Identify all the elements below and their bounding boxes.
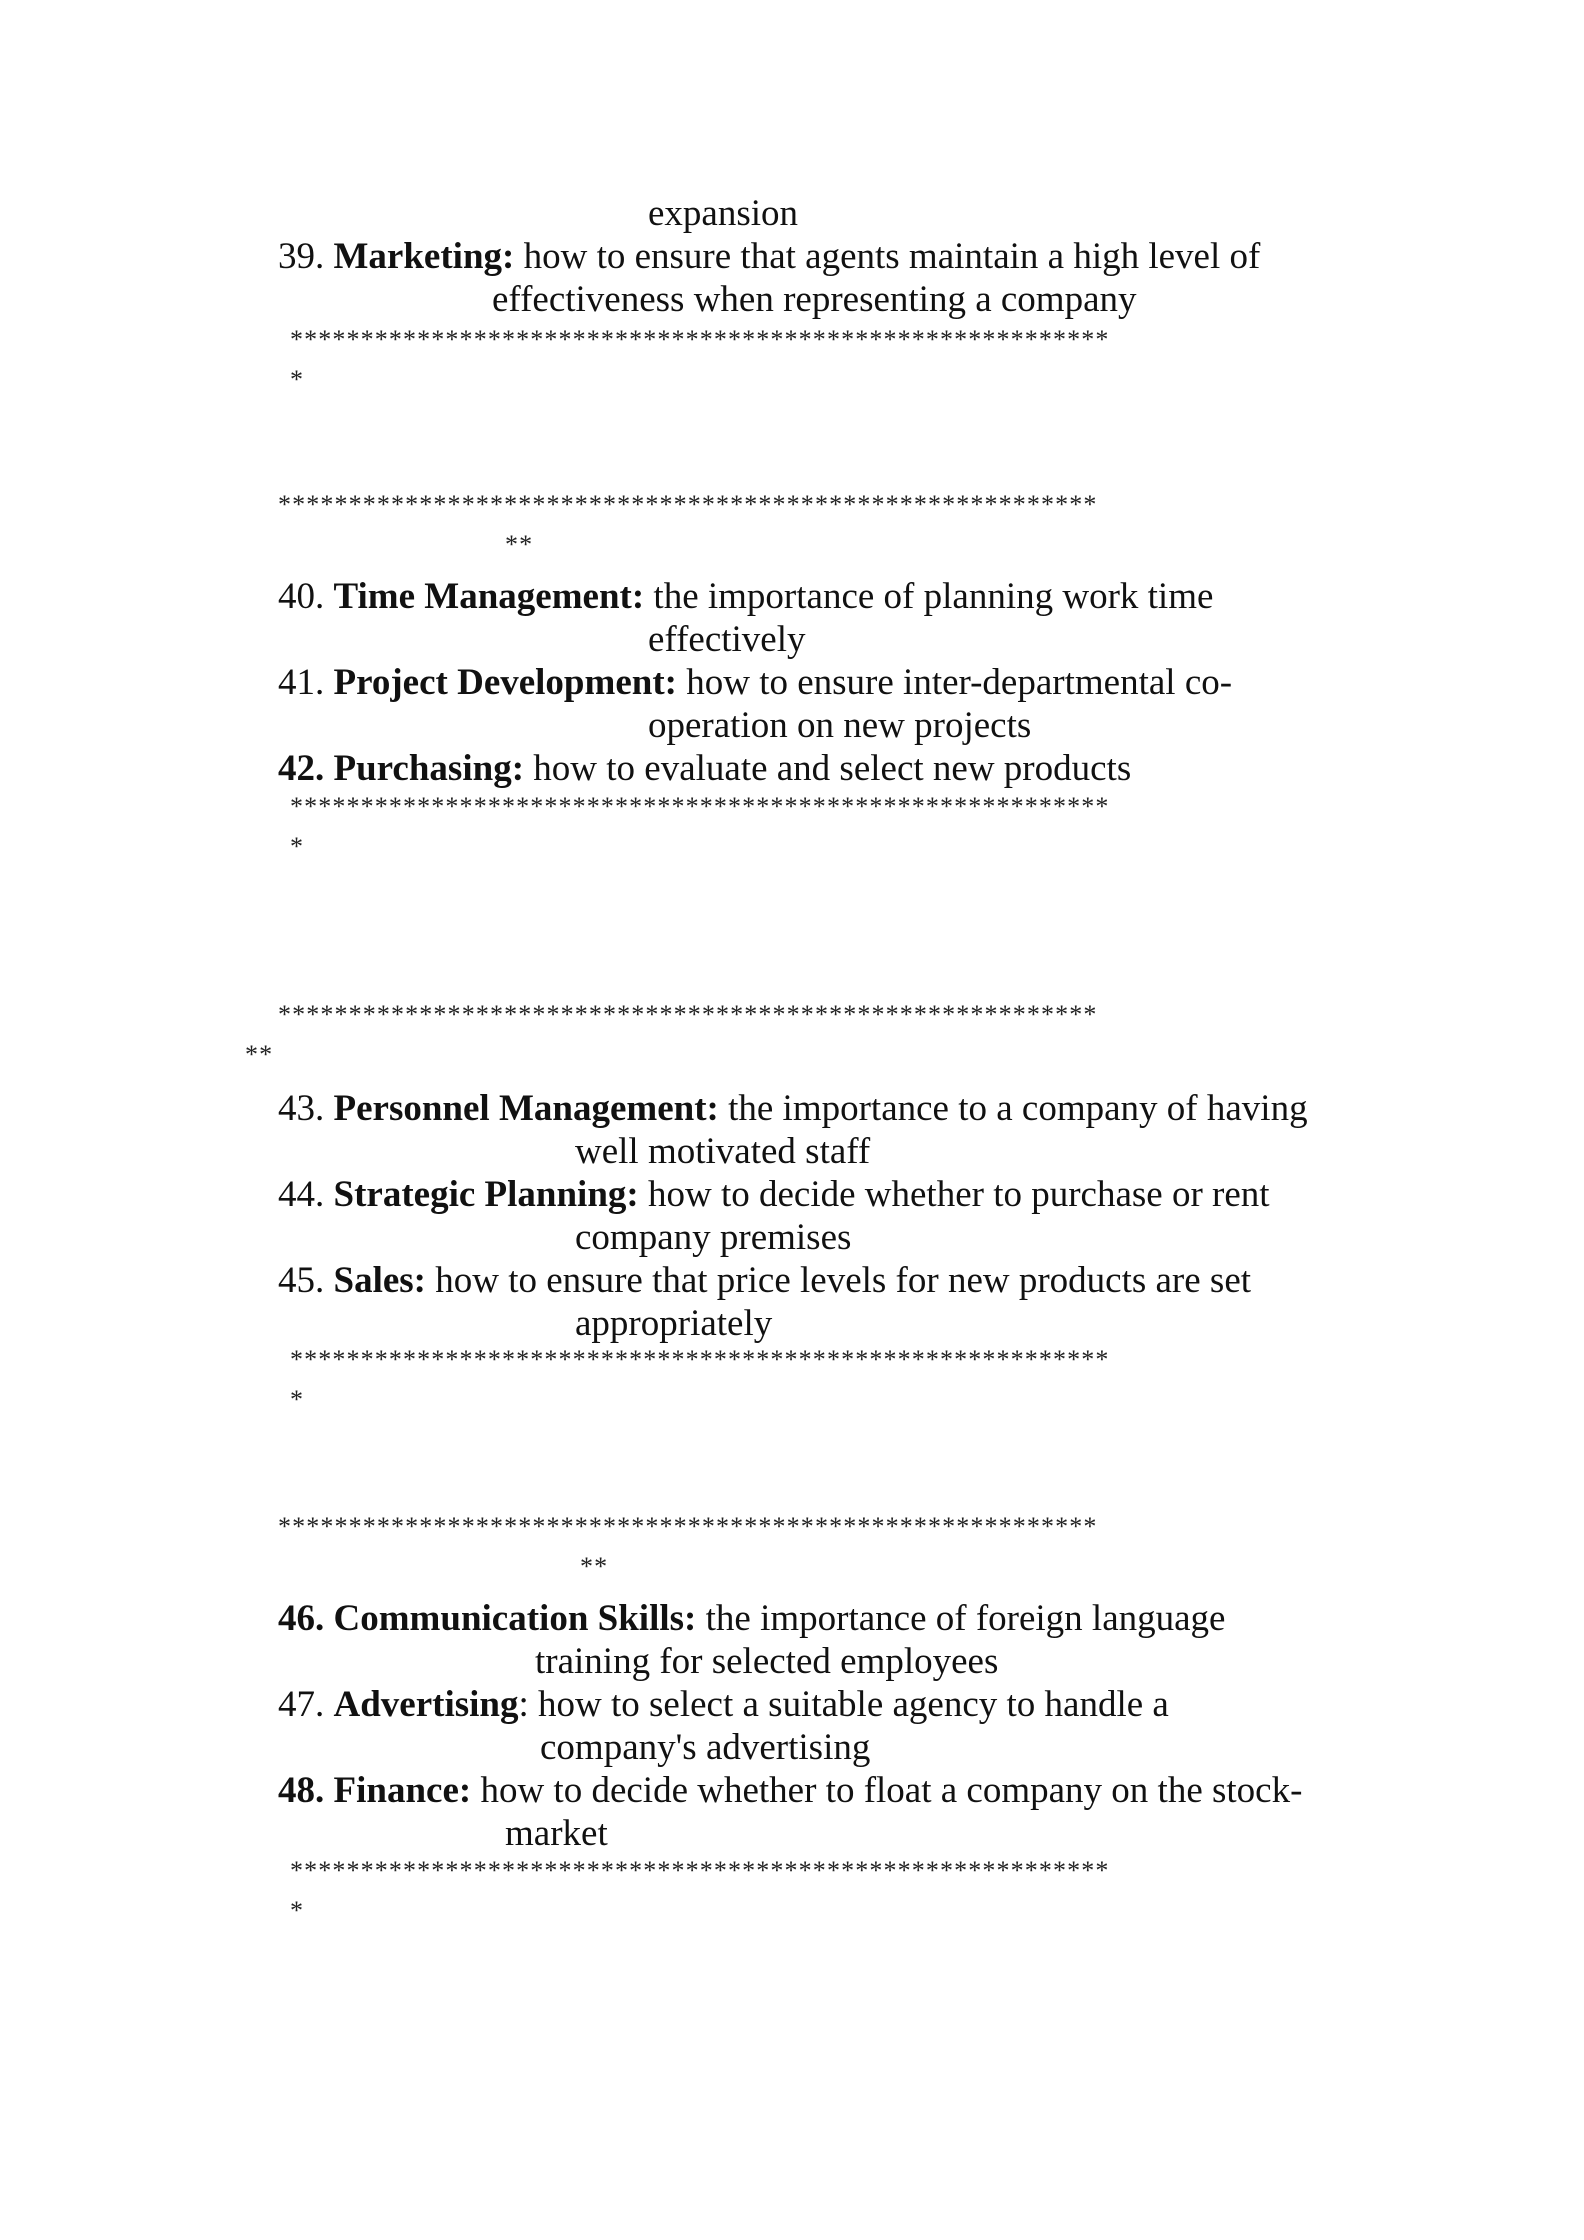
item-39-number: 39.: [278, 236, 325, 277]
item-43-line2: well motivated staff: [575, 1131, 871, 1172]
separator-stars-5-tail: *: [290, 1385, 305, 1414]
item-41-text: how to ensure inter-departmental co-: [676, 662, 1233, 703]
item-40-title: Time Management:: [333, 576, 645, 617]
item-39-text: how to ensure that agents maintain a high level of: [514, 236, 1261, 277]
separator-stars-1: **********************************************************: [290, 325, 1110, 354]
item-42-title: Purchasing:: [333, 748, 525, 789]
separator-stars-1-tail: *: [290, 365, 305, 394]
item-41-number: 41.: [278, 662, 325, 703]
item-48-text: how to decide whether to float a company on the stock-: [471, 1770, 1303, 1811]
item-47-line2: company's advertising: [540, 1727, 871, 1768]
item-47-line1: [278, 1683, 1169, 1726]
item-43-title: Personnel Management:: [333, 1088, 719, 1129]
item-39-line2: effectiveness when representing a company: [492, 279, 1137, 320]
separator-stars-4: **********************************************************: [278, 1000, 1098, 1029]
separator-stars-6-tail: **: [580, 1552, 609, 1581]
item-48-number: 48.: [278, 1770, 325, 1811]
item-43-number: 43.: [278, 1088, 325, 1129]
item-43-text: the importance to a company of having: [718, 1088, 1308, 1129]
item-45-text: how to ensure that price levels for new products are set: [426, 1260, 1252, 1301]
item-46-text: the importance of foreign language: [696, 1598, 1226, 1639]
item-46-number: 46.: [278, 1598, 325, 1639]
item-41-title: Project Development:: [333, 662, 677, 703]
item-41-line1: [278, 661, 1232, 704]
item-42-line1: [278, 747, 1131, 790]
item-44-line1: [278, 1173, 1270, 1216]
item-45-line1: [278, 1259, 1251, 1302]
item-46-line1: [278, 1597, 1225, 1640]
continuation-text: expansion: [648, 193, 799, 234]
item-47-number: 47.: [278, 1684, 325, 1725]
item-43-line1: [278, 1087, 1308, 1130]
item-47-text: : how to select a suitable agency to handle a: [518, 1684, 1169, 1725]
item-46-line2: training for selected employees: [535, 1641, 999, 1682]
item-39-line1: [278, 235, 1260, 278]
item-44-line2: company premises: [575, 1217, 852, 1258]
separator-stars-3: **********************************************************: [290, 792, 1110, 821]
separator-stars-7: **********************************************************: [290, 1856, 1110, 1885]
item-45-title: Sales:: [333, 1260, 426, 1301]
item-45-number: 45.: [278, 1260, 325, 1301]
item-44-text: how to decide whether to purchase or rent: [638, 1174, 1270, 1215]
separator-stars-4-tail: **: [245, 1040, 274, 1069]
separator-stars-6: **********************************************************: [278, 1512, 1098, 1541]
item-42-text: how to evaluate and select new products: [524, 748, 1132, 789]
separator-stars-3-tail: *: [290, 832, 305, 861]
item-41-line2: operation on new projects: [648, 705, 1032, 746]
separator-stars-2: **********************************************************: [278, 490, 1098, 519]
item-44-number: 44.: [278, 1174, 325, 1215]
item-48-line1: [278, 1769, 1302, 1812]
separator-stars-5: **********************************************************: [290, 1345, 1110, 1374]
item-44-title: Strategic Planning:: [333, 1174, 639, 1215]
item-40-text: the importance of planning work time: [644, 576, 1214, 617]
item-45-line2: appropriately: [575, 1303, 773, 1344]
item-47-title: Advertising: [333, 1684, 519, 1725]
item-48-line2: market: [505, 1813, 608, 1854]
item-40-line2: effectively: [648, 619, 806, 660]
item-40-line1: [278, 575, 1213, 618]
item-42-number: 42.: [278, 748, 325, 789]
item-46-title: Communication Skills:: [333, 1598, 697, 1639]
separator-stars-7-tail: *: [290, 1896, 305, 1925]
separator-stars-2-tail: **: [505, 530, 534, 559]
item-39-title: Marketing:: [333, 236, 515, 277]
item-40-number: 40.: [278, 576, 325, 617]
item-48-title: Finance:: [333, 1770, 472, 1811]
